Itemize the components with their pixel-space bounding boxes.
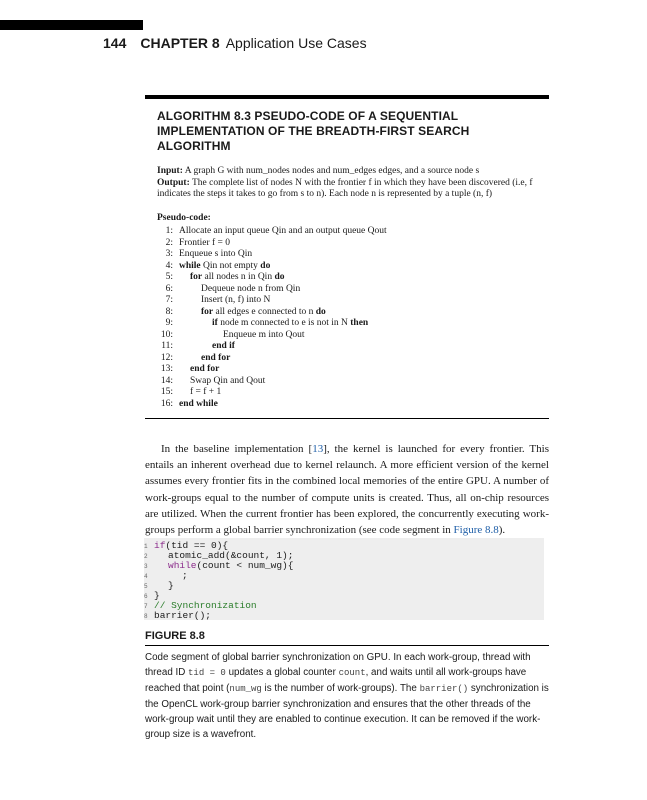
figure-caption: Code segment of global barrier synchronization on GPU. In each work-group, thread with thread ID tid = 0 updates a global counter count, and waits until all work-groups have reached that point (num_wg is the number of work-groups). The barrier() synchronization is the OpenCL work-group barrier synchronization and ensures that the other threads of the work-group wait until they are enabled to continue execution. It can be removed if the work-group size is a wavefront. <box>145 652 549 740</box>
code-line: 8 barrier(); <box>144 610 212 621</box>
algorithm-body <box>157 166 539 410</box>
pseudo-code-line: 5: for all nodes n in Qin do <box>165 272 285 282</box>
page-number: 144 <box>103 35 127 51</box>
pseudo-code-line: 15: f = f + 1 <box>160 387 222 397</box>
pseudo-code-line: 10: Enqueue m into Qout <box>160 329 305 340</box>
pseudo-code-line: 13: end for <box>160 364 220 374</box>
code-segment <box>144 538 544 620</box>
algorithm-title: ALGORITHM 8.3 PSEUDO-CODE OF A SEQUENTIAL IMPLEMENTATION OF THE BREADTH-FIRST SEARCH ALGORITHM <box>157 109 470 153</box>
pseudo-code-label: Pseudo-code: <box>157 212 211 223</box>
body-paragraph: In the baseline implementation [13], the kernel is launched for every frontier. This entails an inherent overhead due to kernel relaunch. A more efficient version of the kernel assumes every frontier fits in the combined local memories of the entire GPU. A number of work-groups equal to the number of compute units is created. Thus, all on-chip resources are utilized. When the current frontier has been explored, the concurrently executing work-groups perform a global barrier synchronization (see code segment in Figure 8.8). <box>145 443 549 537</box>
code-line: 2 atomic_add(&count, 1); <box>144 550 294 561</box>
pseudo-code-line: 16: end while <box>160 398 218 409</box>
chapter-label: CHAPTER 8 <box>140 35 220 51</box>
pseudo-code-line: 14: Swap Qin and Qout <box>160 375 266 386</box>
code-line: 1 if(tid == 0){ <box>144 540 229 551</box>
pseudo-code-line: 4: while Qin not empty do <box>165 260 271 271</box>
pseudo-code-line: 12: end for <box>160 352 231 363</box>
code-line: 6 } <box>144 590 160 601</box>
running-header <box>103 35 367 51</box>
pseudo-code-line: 7: Insert (n, f) into N <box>165 295 271 305</box>
figure-divider <box>145 645 549 646</box>
pseudo-code-line: 2: Frontier f = 0 <box>165 237 231 248</box>
pseudo-code-line: 11: end if <box>161 341 235 351</box>
chapter-title: Application Use Cases <box>225 35 367 51</box>
top-bar <box>0 20 143 30</box>
citation-link[interactable]: 13 <box>312 443 324 455</box>
code-line: 5 } <box>144 580 174 591</box>
algorithm-box <box>145 95 549 419</box>
pseudo-code-line: 3: Enqueue s into Qin <box>165 249 253 259</box>
pseudo-code-lines <box>157 226 539 410</box>
code-line: 4 ; <box>144 570 188 581</box>
algorithm-output: Output: The complete list of nodes N with the frontier f in which they have been discovered (i.e, f indicates the steps it takes to go from s to n). Each node n is represented by a tuple (n, f) <box>157 177 533 199</box>
pseudo-code-line: 9: if node m connected to e is not in N then <box>165 318 369 328</box>
pseudo-code-line: 1: Allocate an input queue Qin and an output queue Qout <box>165 226 387 236</box>
code-line: 3 while(count < num_wg){ <box>144 560 294 571</box>
figure-link[interactable]: Figure 8.8 <box>453 524 499 537</box>
figure-label: FIGURE 8.8 <box>145 630 205 642</box>
algorithm-input: Input: A graph G with num_nodes nodes and num_edges edges, and a source node s <box>157 166 480 176</box>
pseudo-code-line: 6: Dequeue node n from Qin <box>165 283 301 294</box>
code-line: 7 // Synchronization <box>144 600 257 611</box>
pseudo-code-line: 8: for all edges e connected to n do <box>165 306 326 317</box>
